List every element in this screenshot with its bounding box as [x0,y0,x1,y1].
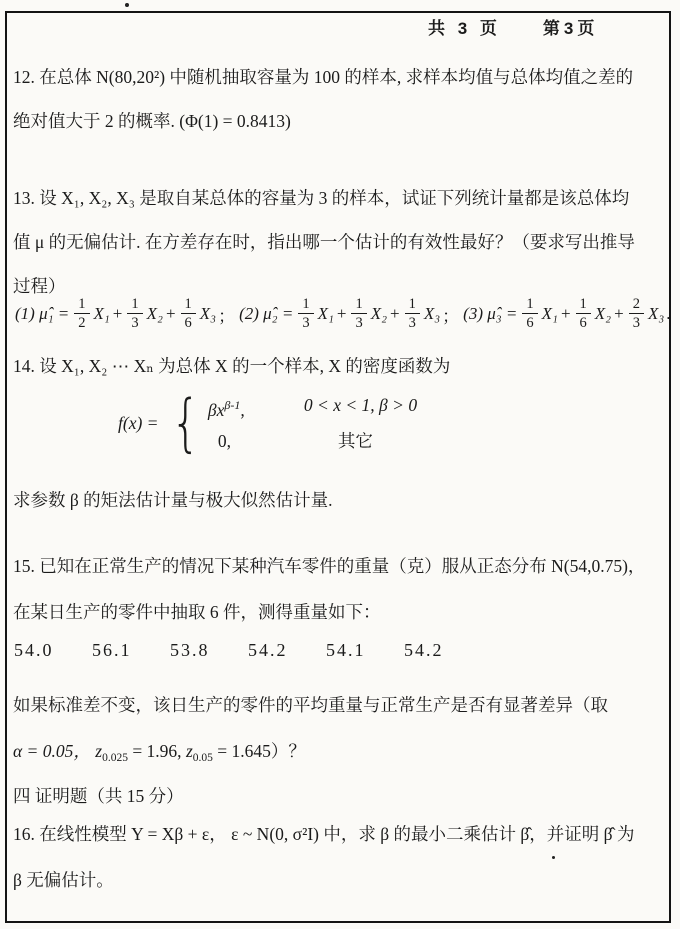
fraction: $\frac{2}{3}$ [629,296,644,332]
fraction: $\frac{1}{3}$ [351,296,366,332]
question-12 [13,55,665,143]
case-1-condition: 0 < x < 1, β > 0 [303,394,418,415]
sample-value: 54.2 [404,640,444,660]
sample-data [14,640,478,661]
plus-operator: + [336,304,347,323]
function-lhs: f(x) = [118,412,159,433]
case-2-condition: 其它 [337,431,373,452]
sample-value: 54.2 [248,640,288,660]
term-variable: X₃ [647,304,665,323]
term-variable: X₂ [370,304,388,323]
fraction: $\frac{1}{6}$ [576,296,591,332]
question-16 [13,812,665,904]
question-15 [13,543,665,635]
plus-operator: + [112,304,123,323]
sample-value: 54.0 [14,640,54,660]
fraction: $\frac{1}{2}$ [74,296,89,332]
alpha-value: α = 0.05， [13,741,96,761]
separator: . [666,304,671,323]
question-13-line3: 过程） [13,276,66,296]
fraction: $\frac{1}{6}$ [522,296,537,332]
fraction: $\frac{1}{3}$ [127,296,142,332]
z-quantile-2: z [185,741,193,761]
left-brace: { [171,386,201,459]
case-1-expression: $\beta x^{\beta-1}$, [207,397,245,420]
term-variable: X₁ [93,304,110,323]
page-header: 共 3 页 第3页 [428,19,599,38]
case-row-1 [208,391,417,424]
estimator-2-label: (2) μ̂₂ = [239,304,294,323]
term-variable: X₃ [423,304,441,323]
plus-operator: + [614,304,624,323]
term-variable: X₂ [594,304,612,323]
question-15-test-line1: 如果标准差不变，该日生产的零件的平均重量与正常生产是否有显著差异（取 [13,695,608,715]
term-variable: X₁ [317,304,334,323]
exponent: β-1 [224,397,241,412]
term-variable: X₂ [146,304,163,323]
sample-value: 56.1 [92,640,132,660]
question-14-intro: 14. 设 X₁, X₂ ⋯ Xₙ 为总体 X 的一个样本, X 的密度函数为 [13,356,451,376]
question-15-line1: 15. 已知在正常生产的情况下某种汽车零件的重量（克）服从正态分布 N(54,0.75)， [13,556,646,576]
z-quantile-1-sub: 0.025 [102,752,128,764]
plus-operator: + [165,304,176,323]
z-quantile-1-value: = 1.96, [127,741,186,761]
separator: ； [218,306,236,326]
piecewise-cases [208,391,417,456]
sample-value: 53.8 [170,640,210,660]
z-quantile-2-value: = 1.645）？ [212,741,306,761]
z-quantile-1: z [95,741,103,761]
plus-operator: + [560,304,571,323]
question-15-line2: 在某日生产的零件中抽取 6 件，测得重量如下： [13,602,381,622]
question-14-outro-text: 求参数 β 的矩法估计量与极大似然估计量. [13,490,333,510]
question-16-line1: 16. 在线性模型 Y = Xβ + ε， ε ~ N(0, σ²I) 中，求 β 的最小二乘估计 β̂，并证明 β̂ 为 [13,824,635,844]
question-13-line2: 值 μ 的无偏估计. 在方差存在时，指出哪一个估计的有效性最好？（要求写出推导 [13,232,635,252]
term-variable: X₃ [199,304,217,323]
density-function [118,386,418,459]
question-14-outro [13,478,665,522]
question-15-test [13,682,665,781]
separator: ； [442,306,460,326]
scan-speck [125,3,129,7]
fraction: $\frac{1}{3}$ [298,296,313,332]
question-12-line1: 12. 在总体 N(80,20²) 中随机抽取容量为 100 的样本, 求样本均值与总体均值之差的 [13,67,634,87]
estimator-3-label: (3) μ̂₃ = [463,304,518,323]
fraction: $\frac{1}{6}$ [181,296,196,332]
estimator-1-label: (1) μ̂₁ = [15,304,70,323]
case-2-expression: 0, [217,431,232,452]
term-variable: X₁ [541,304,558,323]
case-row-2 [208,427,417,455]
question-12-line2: 绝对值大于 2 的概率. (Φ(1) = 0.8413) [13,111,291,131]
estimator-formulas [15,287,675,341]
question-13-line1: 13. 设 X₁, X₂, X₃ 是取自某总体的容量为 3 的样本，试证下列统计量都是该总体均 [13,188,630,208]
z-quantile-2-sub: 0.05 [192,752,213,764]
section-4-title: 四 证明题（共 15 分） [13,786,184,806]
sample-value: 54.1 [326,640,366,660]
question-16-line2: β 无偏估计。 [13,870,114,890]
question-14 [13,344,665,388]
fraction: $\frac{1}{3}$ [405,296,420,332]
plus-operator: + [390,304,400,323]
